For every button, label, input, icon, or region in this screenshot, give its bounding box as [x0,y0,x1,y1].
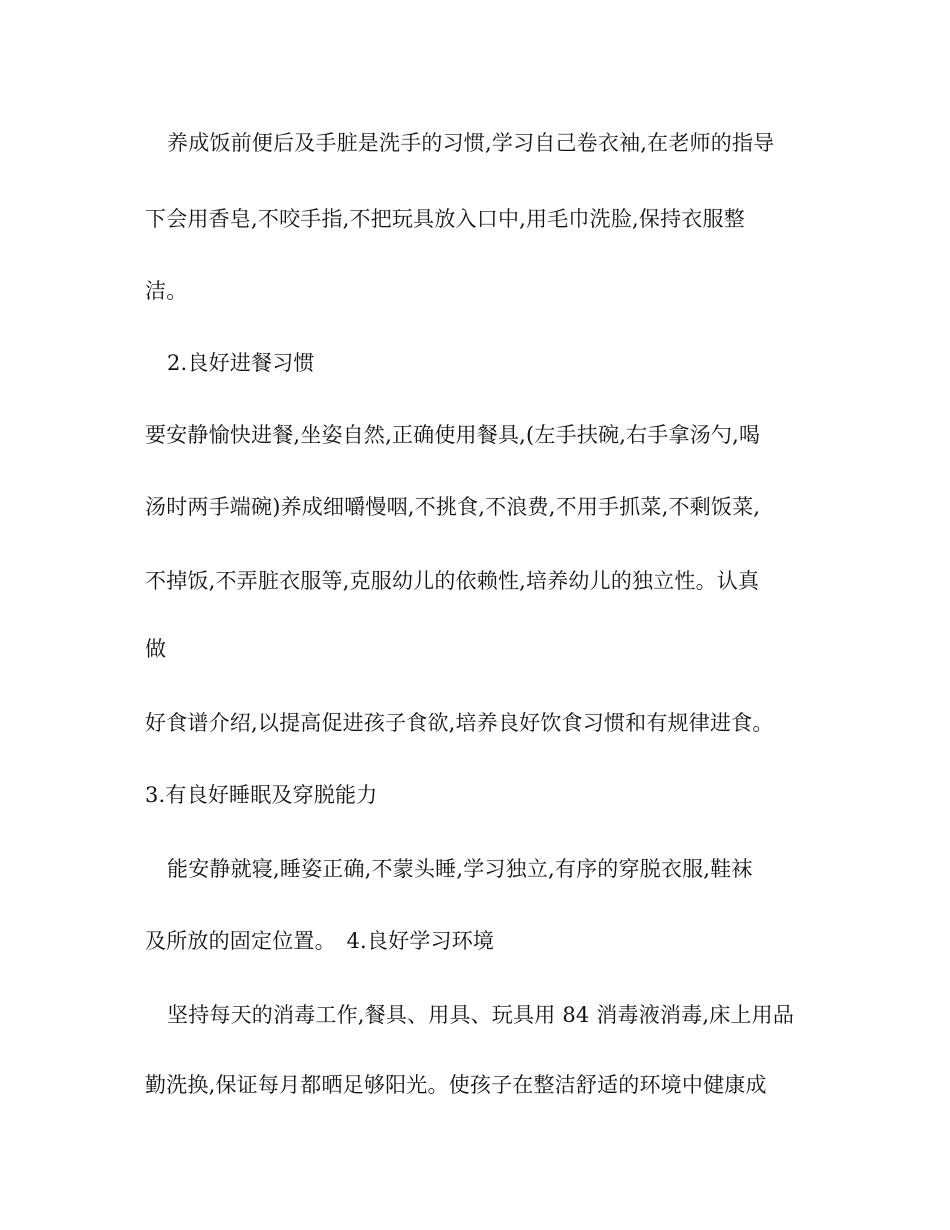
paragraph-line-9: 好食谱介绍,以提高促进孩子食欲,培养良好饮食习惯和有规律进食。 [145,711,774,735]
paragraph-line-2: 下会用香皂,不咬手指,不把玩具放入口中,用毛巾洗脸,保持衣服整 [145,207,745,231]
paragraph-line-11: 能安静就寝,睡姿正确,不蒙头睡,学习独立,有序的穿脱衣服,鞋袜 [167,857,753,881]
paragraph-line-6: 汤时两手端碗)养成细嚼慢咽,不挑食,不浪费,不用手抓菜,不剩饭菜, [145,495,761,519]
paragraph-line-14: 勤洗换,保证每月都晒足够阳光。使孩子在整洁舒适的环境中健康成 [145,1073,767,1097]
section-heading-2: 2.良好进餐习惯 [167,351,315,375]
paragraph-line-3: 洁。 [145,279,188,303]
paragraph-line-13: 坚持每天的消毒工作,餐具、用具、玩具用 84 消毒液消毒,床上用品 [167,1003,795,1027]
section-heading-3: 3.有良好睡眠及穿脱能力 [145,783,378,807]
paragraph-line-7: 不掉饭,不弄脏衣服等,克服幼儿的依赖性,培养幼儿的独立性。认真 [145,569,760,593]
paragraph-line-5: 要安静愉快进餐,坐姿自然,正确使用餐具,(左手扶碗,右手拿汤勺,喝 [145,423,761,447]
paragraph-line-8: 做 [145,637,167,661]
paragraph-line-1: 养成饭前便后及手脏是洗手的习惯,学习自己卷衣袖,在老师的指导 [167,131,775,155]
paragraph-line-12: 及所放的固定位置。 4.良好学习环境 [145,929,495,953]
